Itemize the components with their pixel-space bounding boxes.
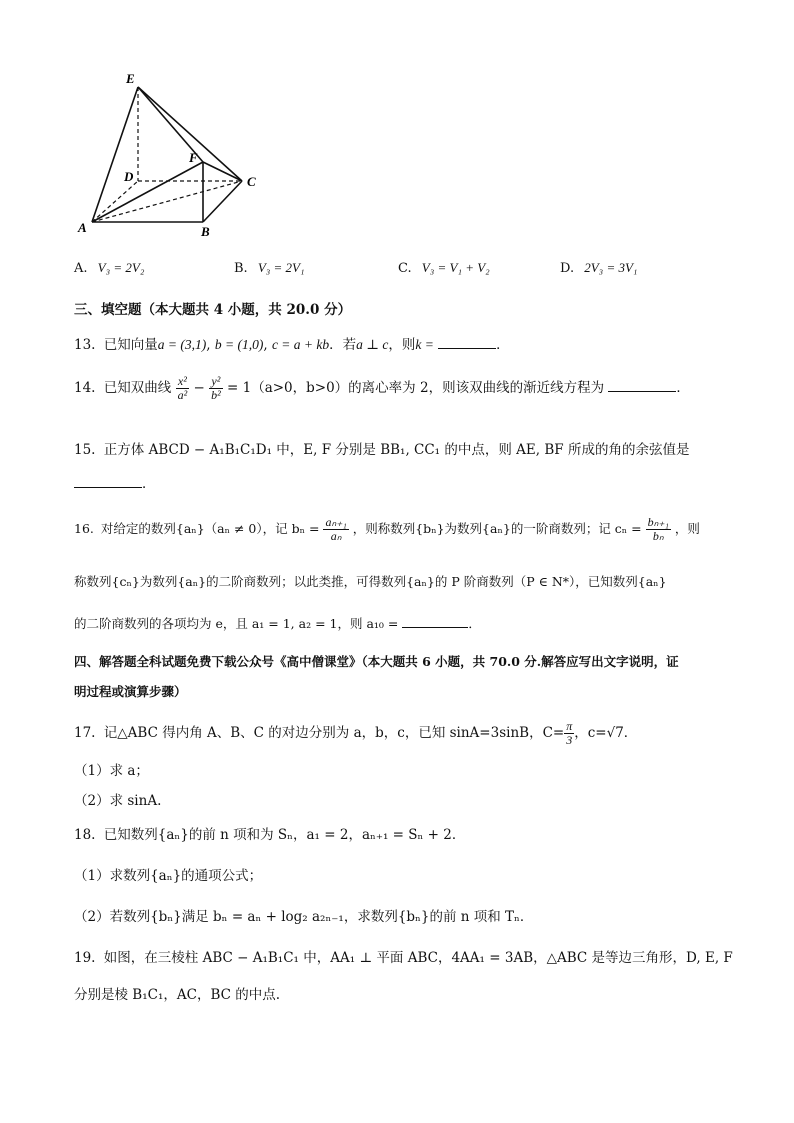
question-18-part1: （1）求数列{aₙ}的通项公式； bbox=[74, 868, 263, 884]
question-15-line2: ． bbox=[74, 472, 156, 492]
option-b-expr: V₃ = 2V₁ bbox=[257, 260, 305, 275]
label-A: A bbox=[78, 220, 87, 235]
section-4-heading-line2: 明过程或演算步骤） bbox=[74, 684, 187, 699]
option-b: B. V₃ = 2V₁ bbox=[234, 260, 305, 276]
edge-EC bbox=[138, 87, 242, 181]
option-c: C. V₃ = V₁ + V₂ bbox=[398, 260, 490, 276]
question-13: 13. 已知向量a = (3,1), b = (1,0), c = a + kb．若a ⊥ c，则k = ． bbox=[74, 337, 510, 353]
section-4-heading: 四、解答题全科试题免费下载公众号《高中僧课堂》（本大题共 6 小题，共 70.0 分.解答应写出文字说明，证 bbox=[74, 654, 679, 669]
fraction-pi-3: $\frac{\pi}{3}$ bbox=[566, 719, 573, 747]
label-F: F bbox=[189, 150, 198, 165]
option-d: D. 2V₃ = 3V₁ bbox=[560, 260, 638, 276]
section-3-heading: 三、填空题（本大题共 4 小题，共 20.0 分） bbox=[74, 302, 352, 318]
question-17-part2: （2）求 sinA. bbox=[74, 793, 162, 809]
label-B: B bbox=[201, 224, 210, 239]
question-16: 16. 对给定的数列{aₙ}（aₙ ≠ 0），记 bₙ = $\frac{\text{aₙ₊₁}}{\text{aₙ}}$ ，则称数列{bₙ}为数列{aₙ}的一阶商数列；记 cₙ = $\frac{\text{bₙ₊₁}}{\text{bₙ}}$ ，则 bbox=[74, 515, 700, 543]
answer-blank-13[interactable] bbox=[438, 336, 496, 349]
answer-blank-14[interactable] bbox=[608, 379, 676, 392]
question-14: 14. 已知双曲线 $\frac{\text{x²}}{\text{a²}}$ − $\frac{\text{y²}}{\text{b²}}$ = 1（a>0，b>0）的离心率为 2，则该双曲线的渐近线方程为 ． bbox=[74, 374, 690, 402]
question-16-line2: 称数列{cₙ}为数列{aₙ}的二阶商数列；以此类推，可得数列{aₙ}的 P 阶商数列（P ∈ N*），已知数列{aₙ} bbox=[74, 574, 667, 589]
option-c-expr: V₃ = V₁ + V₂ bbox=[421, 260, 490, 275]
option-a-expr: V₃ = 2V₂ bbox=[97, 260, 145, 275]
fraction-an1-an: $\frac{\text{aₙ₊₁}}{\text{aₙ}}$ bbox=[325, 515, 347, 543]
edge-BC bbox=[203, 181, 242, 222]
fraction-y2-b2: $\frac{\text{y²}}{\text{b²}}$ bbox=[211, 374, 221, 402]
fraction-bn1-bn: $\frac{\text{bₙ₊₁}}{\text{bₙ}}$ bbox=[647, 515, 669, 543]
fraction-x2-a2: $\frac{\text{x²}}{\text{a²}}$ bbox=[177, 374, 188, 402]
question-16-line3: 的二阶商数列的各项均为 e，且 a₁ = 1, a₂ = 1，则 a₁₀ = ． bbox=[74, 616, 481, 631]
question-19: 19. 如图，在三棱柱 ABC − A₁B₁C₁ 中，AA₁ ⊥ 平面 ABC，4AA₁ = 3AB，△ABC 是等边三角形，D, E, F bbox=[74, 950, 733, 966]
question-17: 17. 记△ABC 得内角 A、B、C 的对边分别为 a，b，c，已知 sinA=3sinB，C= $\frac{\pi}{3}$ ，c=√7． bbox=[74, 719, 638, 747]
option-a: A. V₃ = 2V₂ bbox=[74, 260, 145, 276]
question-18: 18. 已知数列{aₙ}的前 n 项和为 Sₙ，a₁ = 2，aₙ₊₁ = Sₙ + 2． bbox=[74, 827, 466, 843]
geometry-figure bbox=[70, 65, 270, 245]
question-18-part2: （2）若数列{bₙ}满足 bₙ = aₙ + log₂ a₂ₙ₋₁，求数列{bₙ}的前 n 项和 Tₙ． bbox=[74, 909, 534, 925]
question-15: 15. 正方体 ABCD − A₁B₁C₁D₁ 中，E, F 分别是 BB₁, CC₁ 的中点，则 AE, BF 所成的角的余弦值是 bbox=[74, 442, 690, 458]
edge-FC bbox=[203, 162, 242, 181]
answer-blank-16[interactable] bbox=[402, 615, 468, 628]
label-D: D bbox=[124, 169, 134, 184]
option-d-expr: 2V₃ = 3V₁ bbox=[584, 260, 638, 275]
label-C: C bbox=[247, 174, 256, 189]
label-E: E bbox=[126, 71, 135, 86]
question-17-part1: （1）求 a； bbox=[74, 763, 149, 779]
question-19-line2: 分别是棱 B₁C₁，AC，BC 的中点. bbox=[74, 987, 281, 1003]
answer-blank-15[interactable] bbox=[74, 475, 142, 488]
